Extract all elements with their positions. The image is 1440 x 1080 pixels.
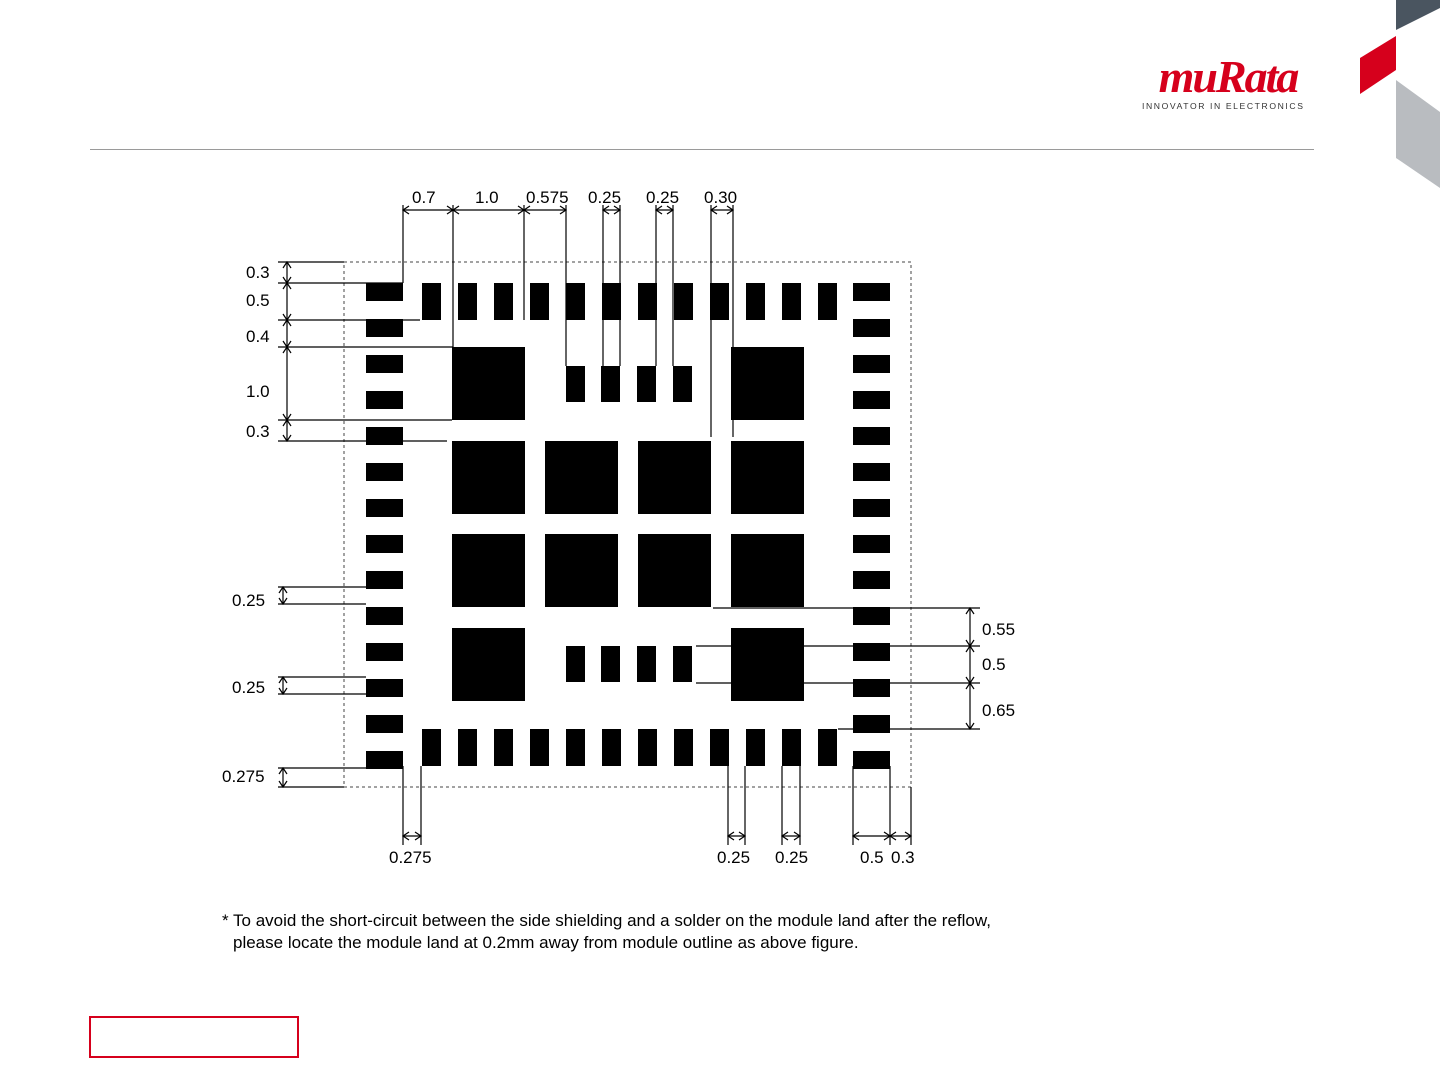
left-edge-pad (366, 607, 403, 625)
module-outline (344, 262, 911, 787)
top-edge-pad (530, 283, 549, 320)
large-ground-pad (638, 534, 711, 607)
left-edge-pad (366, 715, 403, 733)
dim-top-1-0: 1.0 (475, 188, 499, 207)
dim-left-0-275: 0.275 (222, 767, 265, 786)
right-dimension-labels (982, 620, 1015, 720)
top-edge-pad (638, 283, 657, 320)
dim-bottom-0-3: 0.3 (891, 848, 915, 867)
left-edge-pad (366, 283, 403, 301)
right-edge-pad (853, 751, 890, 769)
top-edge-pad (422, 283, 441, 320)
bottom-edge-pad (602, 729, 621, 766)
inner-small-pad (601, 646, 620, 682)
note-line-1: * To avoid the short-circuit between the side shielding and a solder on the module land after the reflow, (222, 911, 991, 930)
top-edge-pad (746, 283, 765, 320)
right-edge-pad (853, 427, 890, 445)
right-edge-pad (853, 355, 890, 373)
bottom-edge-pad (674, 729, 693, 766)
bottom-edge-pad (566, 729, 585, 766)
large-ground-pad (452, 441, 525, 514)
left-edge-pad (366, 391, 403, 409)
dim-bottom-0-25a: 0.25 (717, 848, 751, 867)
dim-right-0-55: 0.55 (982, 620, 1016, 639)
left-edge-pad (366, 679, 403, 697)
top-edge-pad (458, 283, 477, 320)
inner-small-pad (637, 646, 656, 682)
land-placement-note (222, 910, 1102, 954)
dim-top-0-575: 0.575 (526, 188, 569, 207)
dim-left-0-3a: 0.3 (246, 263, 270, 282)
dim-top-0-7: 0.7 (412, 188, 436, 207)
large-ground-pad (638, 441, 711, 514)
right-edge-pad (853, 535, 890, 553)
large-ground-pad (731, 534, 804, 607)
note-line-2: please locate the module land at 0.2mm away from module outline as above figure. (233, 933, 859, 952)
bottom-edge-pad (746, 729, 765, 766)
large-ground-pad (452, 347, 525, 420)
dim-left-0-25a: 0.25 (232, 591, 266, 610)
right-edge-pad (853, 499, 890, 517)
bottom-edge-pad (422, 729, 441, 766)
bottom-edge-pad (458, 729, 477, 766)
left-edge-pad (366, 571, 403, 589)
large-ground-pad (731, 347, 804, 420)
header-divider (90, 149, 1314, 150)
inner-small-pad (673, 366, 692, 402)
dim-left-0-25b: 0.25 (232, 678, 266, 697)
right-edge-pad (853, 391, 890, 409)
bottom-edge-pad (710, 729, 729, 766)
bottom-edge-pad (494, 729, 513, 766)
bottom-edge-pad (530, 729, 549, 766)
murata-logo: muRata (1158, 51, 1298, 102)
left-edge-pad (366, 319, 403, 337)
top-edge-pad (710, 283, 729, 320)
dim-right-0-65: 0.65 (982, 701, 1016, 720)
corner-decoration (1360, 0, 1440, 188)
right-edge-pad (853, 679, 890, 697)
bottom-edge-pad (782, 729, 801, 766)
dim-bottom-0-25b: 0.25 (775, 848, 809, 867)
right-edge-pad (853, 571, 890, 589)
dim-top-0-25a: 0.25 (588, 188, 622, 207)
left-edge-pad (366, 463, 403, 481)
top-edge-pad (566, 283, 585, 320)
left-edge-pad (366, 751, 403, 769)
left-edge-pad (366, 499, 403, 517)
right-edge-pad (853, 283, 890, 301)
top-edge-pad (494, 283, 513, 320)
large-ground-pad (452, 534, 525, 607)
large-ground-pad (545, 441, 618, 514)
dim-bottom-0-5: 0.5 (860, 848, 884, 867)
top-edge-pad (782, 283, 801, 320)
large-ground-pad (731, 628, 804, 701)
bottom-edge-pad (818, 729, 837, 766)
right-edge-pad (853, 715, 890, 733)
top-edge-pad (674, 283, 693, 320)
inner-small-pad (566, 366, 585, 402)
left-edge-pad (366, 427, 403, 445)
left-edge-pad (366, 355, 403, 373)
dim-bottom-0-275: 0.275 (389, 848, 432, 867)
large-ground-pad (731, 441, 804, 514)
inner-small-pad (566, 646, 585, 682)
large-ground-pad (545, 534, 618, 607)
dim-top-0-30: 0.30 (704, 188, 738, 207)
empty-footer-box (89, 1016, 299, 1058)
right-edge-pad (853, 463, 890, 481)
large-ground-pad (452, 628, 525, 701)
bottom-edge-pad (638, 729, 657, 766)
right-edge-pad (853, 607, 890, 625)
logo-tagline: INNOVATOR IN ELECTRONICS (1142, 101, 1305, 111)
dim-top-0-25b: 0.25 (646, 188, 680, 207)
right-edge-pad (853, 319, 890, 337)
bottom-dimension-labels (389, 848, 915, 867)
inner-small-pad (673, 646, 692, 682)
inner-small-pad (601, 366, 620, 402)
inner-small-pad (637, 366, 656, 402)
top-dimension-labels (412, 188, 737, 207)
dim-left-1-0: 1.0 (246, 382, 270, 401)
left-edge-pad (366, 643, 403, 661)
left-edge-pad (366, 535, 403, 553)
left-dimension-labels (222, 263, 270, 786)
dim-left-0-4: 0.4 (246, 327, 270, 346)
land-pads (366, 283, 890, 769)
dim-left-0-5: 0.5 (246, 291, 270, 310)
dim-right-0-5: 0.5 (982, 655, 1006, 674)
top-edge-pad (818, 283, 837, 320)
dim-left-0-3b: 0.3 (246, 422, 270, 441)
top-edge-pad (602, 283, 621, 320)
